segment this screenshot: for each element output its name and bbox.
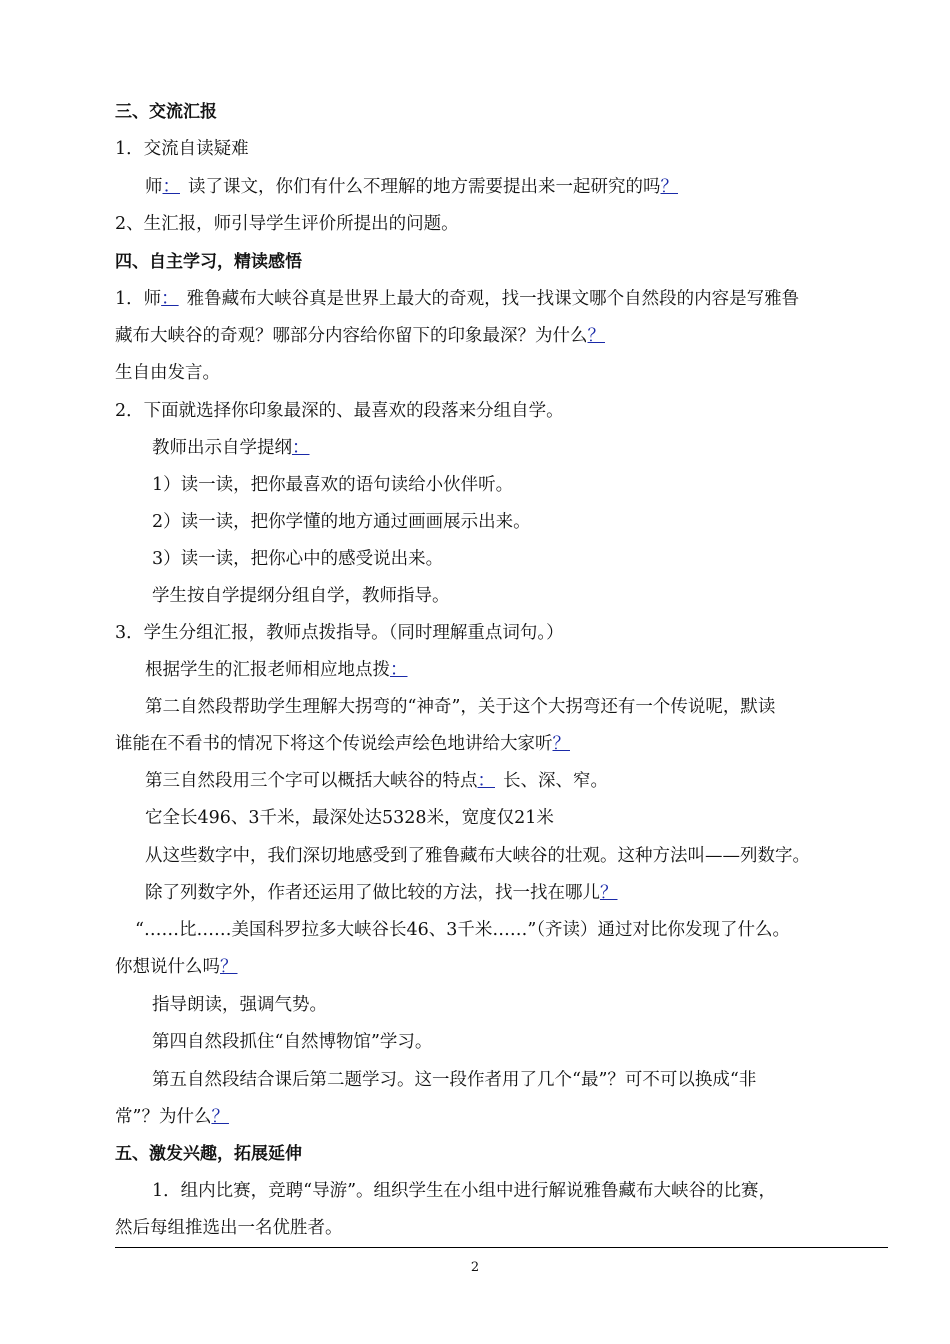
s3-item-1: 1．交流自读疑难 (115, 139, 249, 159)
para-3-line-1 (145, 769, 888, 793)
question-mark: ？ (587, 326, 605, 346)
question-mark: ？ (220, 957, 238, 977)
section-4-heading: 四、自主学习，精读感悟 (115, 252, 302, 272)
s5-item-1-line-2: 然后每组推选出一名优胜者。 (115, 1218, 343, 1238)
para-text: 第三自然段用三个字可以概括大峡谷的特点 (145, 771, 478, 791)
para-text: 常”？为什么 (115, 1107, 212, 1127)
footer-divider (115, 1247, 888, 1248)
para-2-line-2 (115, 732, 888, 756)
guide-line (145, 658, 888, 682)
para-text: 长、深、窄。 (503, 771, 608, 791)
colon-link: ： (477, 771, 495, 791)
para-3-question (115, 955, 888, 979)
para-3-compare (145, 881, 888, 905)
para-5-line-1: 第五自然段结合课后第二题学习。这一段作者用了几个“最”？可不可以换成“非 (152, 1070, 757, 1090)
s4-item-3: 3．学生分组汇报，教师点拨指导。（同时理解重点词句。） (115, 623, 564, 643)
para-text: 除了列数字外，作者还运用了做比较的方法，找一找在哪儿 (145, 883, 600, 903)
colon-link: ： (162, 177, 180, 197)
para-3-summary: 从这些数字中，我们深切地感受到了雅鲁藏布大峡谷的壮观。这种方法叫——列数字。 (145, 846, 810, 866)
teacher-label: 师 (145, 177, 163, 197)
question-mark: ？ (600, 883, 618, 903)
para-text: 你想说什么吗 (115, 957, 220, 977)
s3-item-2: 2、生汇报，师引导学生评价所提出的问题。 (115, 214, 459, 234)
s4-item-1-line-2 (115, 324, 888, 348)
outline-text: 教师出示自学提纲 (152, 438, 292, 458)
section-3-heading: 三、交流汇报 (115, 102, 217, 122)
question-text: 读了课文，你们有什么不理解的地方需要提出来一起研究的吗 (188, 177, 661, 197)
read-guide: 指导朗读，强调气势。 (152, 995, 327, 1015)
outline-item-2: 2）读一读，把你学懂的地方通过画画展示出来。 (152, 512, 531, 532)
outline-intro (152, 436, 888, 460)
group-study: 学生按自学提纲分组自学，教师指导。 (152, 586, 450, 606)
question-mark: ？ (660, 177, 678, 197)
para-4: 第四自然段抓住“自然博物馆”学习。 (152, 1032, 433, 1052)
section-5-heading: 五、激发兴趣，拓展延伸 (115, 1144, 302, 1164)
para-3-quote: “……比……美国科罗拉多大峡谷长46、3千米……”（齐读）通过对比你发现了什么。 (135, 920, 791, 940)
s4-item-2: 2．下面就选择你印象最深的、最喜欢的段落来分组自学。 (115, 401, 564, 421)
guide-text: 根据学生的汇报老师相应地点拨 (145, 660, 390, 680)
outline-item-3: 3）读一读，把你心中的感受说出来。 (152, 549, 444, 569)
para-text: 谁能在不看书的情况下将这个传说绘声绘色地讲给大家听 (115, 734, 553, 754)
question-mark: ？ (211, 1107, 229, 1127)
question-mark: ？ (552, 734, 570, 754)
page-number: 2 (470, 1260, 480, 1275)
colon-link: ： (161, 289, 179, 309)
s4-item-1-line-1 (115, 287, 888, 311)
colon-link: ： (292, 438, 310, 458)
item-text: 雅鲁藏布大峡谷真是世界上最大的奇观，找一找课文哪个自然段的内容是写雅鲁 (186, 289, 800, 309)
colon-link: ： (390, 660, 408, 680)
para-3-numbers: 它全长496、3千米，最深处达5328米，宽度仅21米 (145, 808, 554, 828)
item-text: 藏布大峡谷的奇观？哪部分内容给你留下的印象最深？为什么 (115, 326, 588, 346)
para-2-line-1: 第二自然段帮助学生理解大拐弯的“神奇”，关于这个大拐弯还有一个传说呢，默读 (145, 697, 776, 717)
outline-item-1: 1）读一读，把你最喜欢的语句读给小伙伴听。 (152, 475, 514, 495)
item-prefix: 1．师 (115, 289, 162, 309)
s3-teacher-question (145, 175, 888, 199)
s5-item-1-line-1: 1．组内比赛，竞聘“导游”。组织学生在小组中进行解说雅鲁藏布大峡谷的比赛， (152, 1181, 777, 1201)
para-5-line-2 (115, 1105, 888, 1129)
free-speech: 生自由发言。 (115, 363, 220, 383)
